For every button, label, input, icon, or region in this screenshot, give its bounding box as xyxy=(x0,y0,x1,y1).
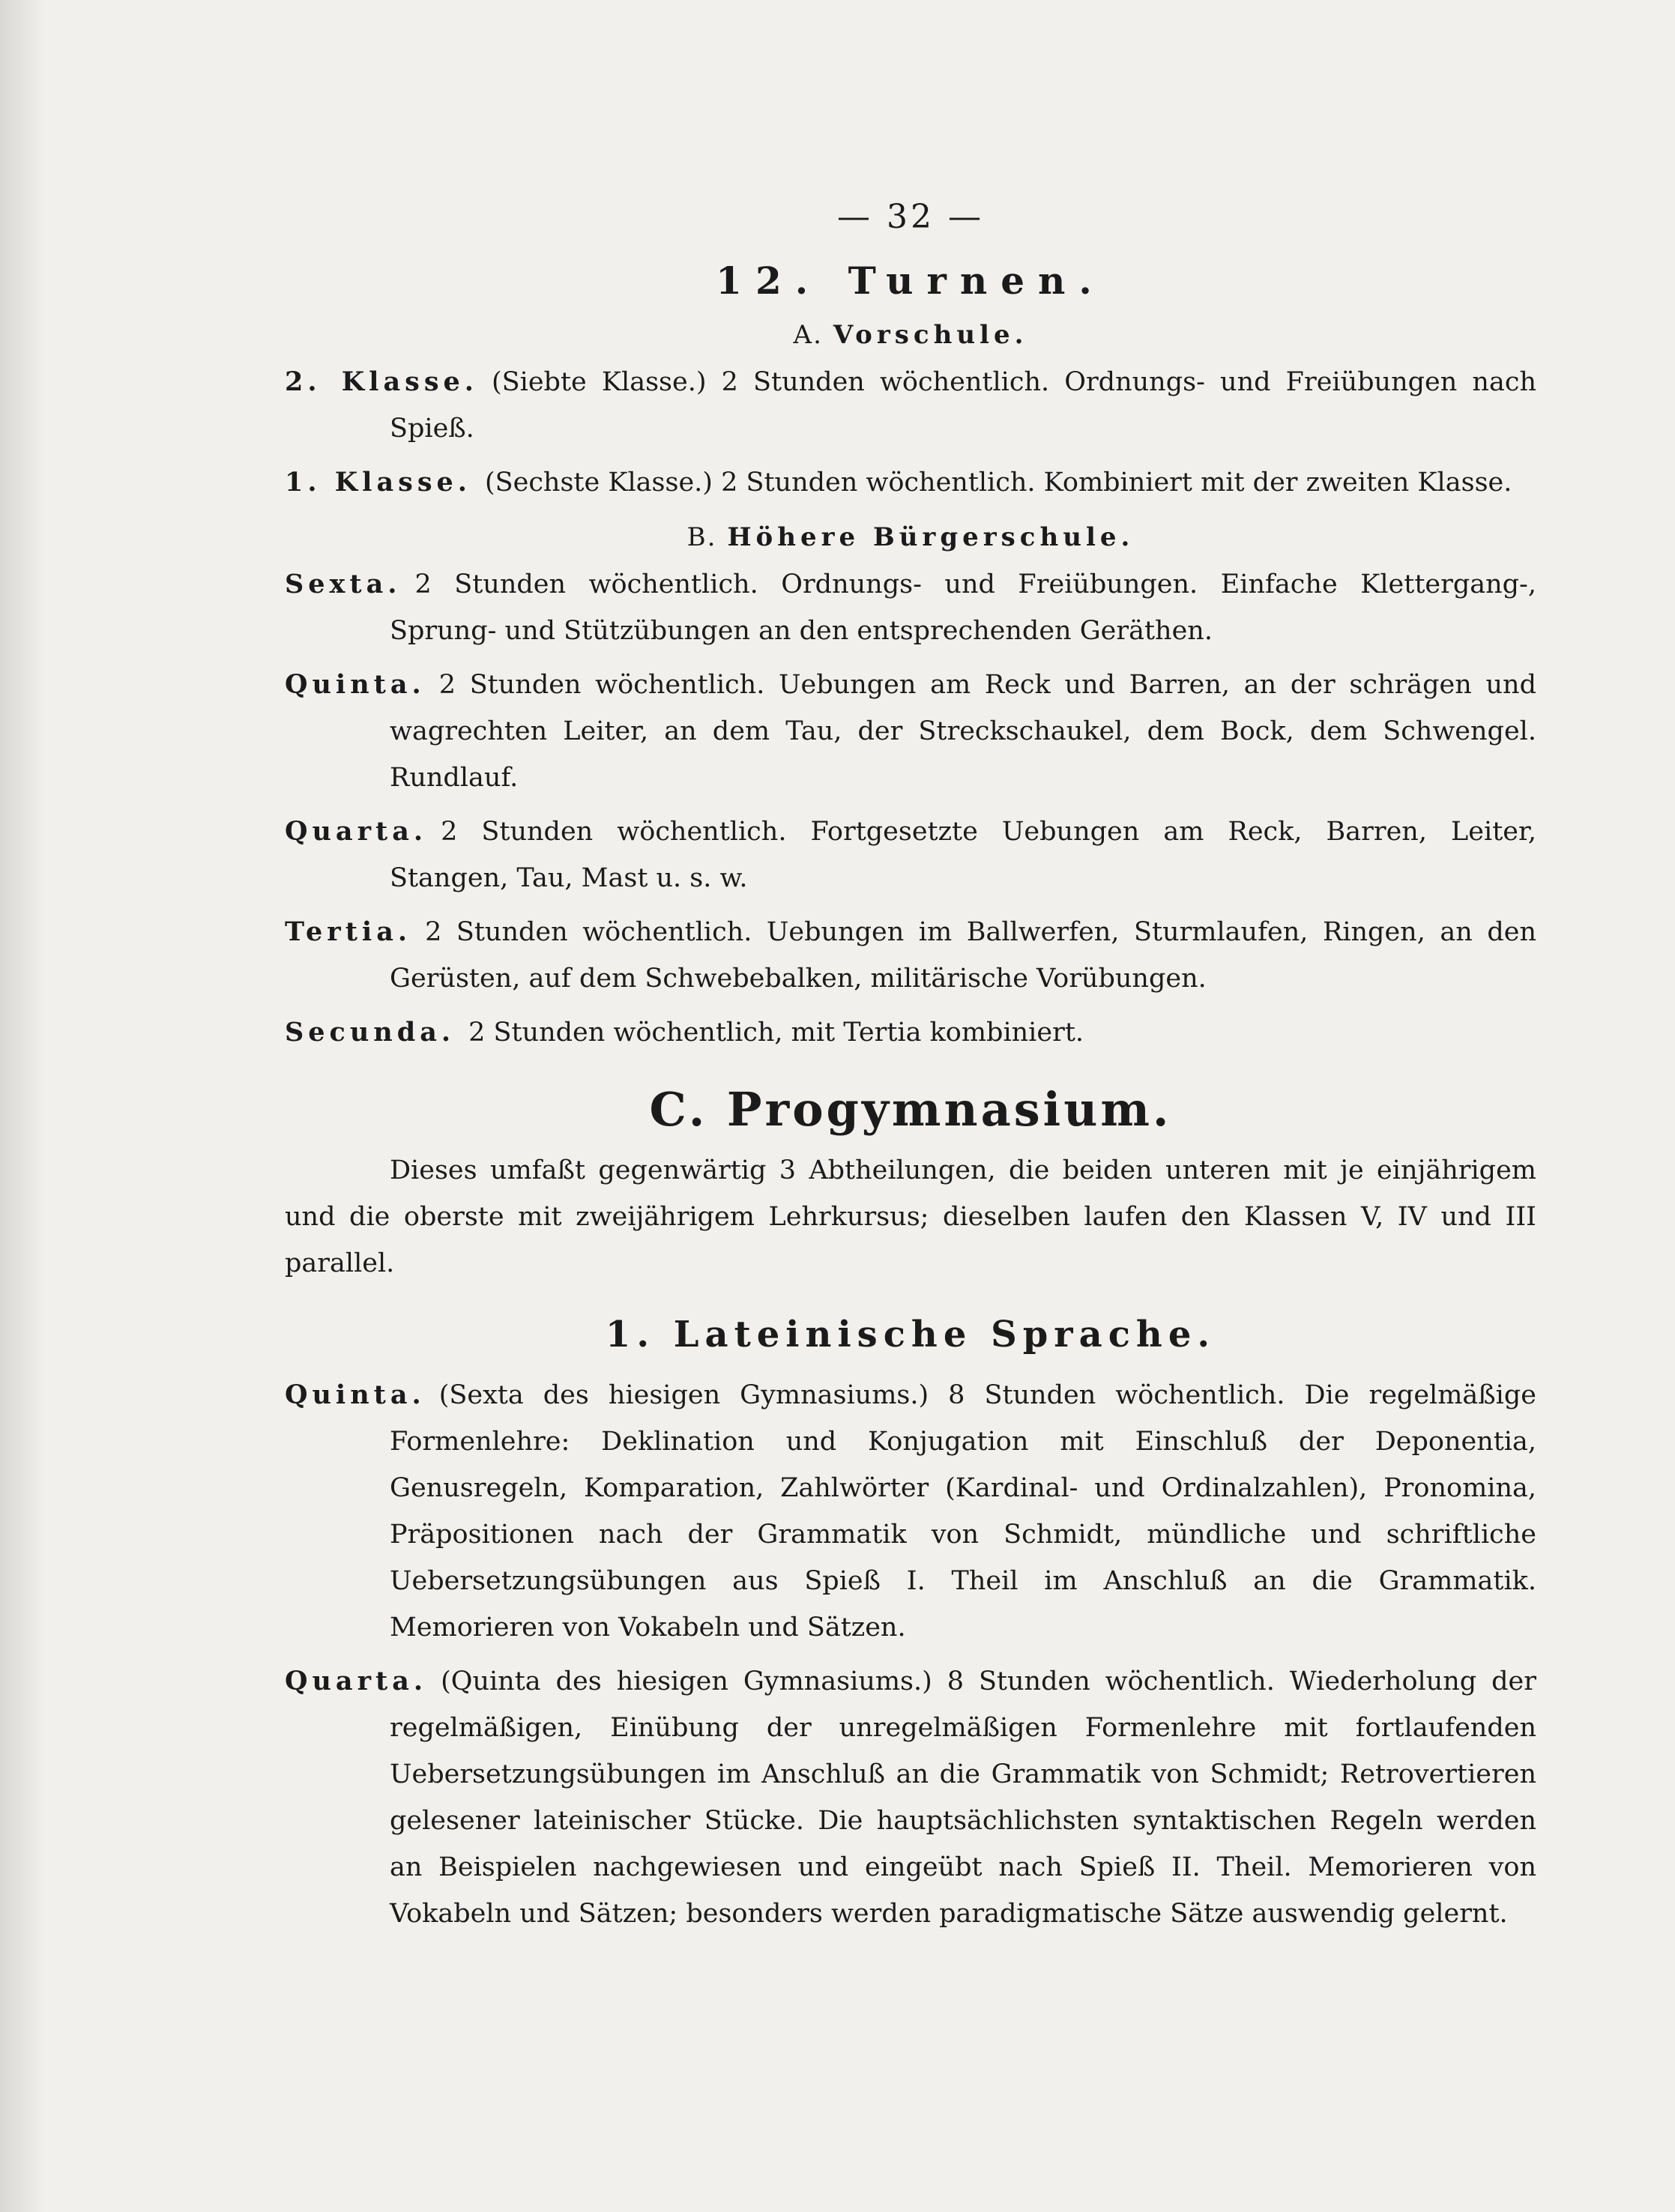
subsection-prefix: B. xyxy=(686,522,717,552)
document-page xyxy=(285,191,1536,2079)
entry-vorschule-2-klasse xyxy=(285,359,1536,452)
entry-label: 1. Klasse. xyxy=(285,467,471,498)
subsection-vorschule xyxy=(285,311,1536,359)
entry-text: 2 Stunden wöchentlich. Ordnungs- und Freiübungen. Einfache Klettergang-, Sprung- und Stützübungen an den entsprechenden Geräthen. xyxy=(390,569,1536,646)
entry-text: 2 Stunden wöchentlich, mit Tertia kombiniert. xyxy=(468,1018,1084,1048)
entry-text: 2 Stunden wöchentlich. Uebungen im Ballwerfen, Sturmlaufen, Ringen, an den Gerüsten, auf dem Schwebebalken, militärische Vorübungen. xyxy=(390,917,1536,994)
entry-vorschule-1-klasse xyxy=(285,459,1536,506)
entry-label: Sexta. xyxy=(285,569,402,599)
entry-label: Secunda. xyxy=(285,1017,456,1048)
entry-label: Quarta. xyxy=(285,1666,428,1696)
page-number: — 32 — xyxy=(837,198,984,236)
entry-label: Quinta. xyxy=(285,669,426,700)
subsection-prefix: A. xyxy=(793,320,823,350)
entry-tertia xyxy=(285,909,1536,1002)
entry-latein-quinta xyxy=(285,1372,1536,1651)
entry-text: 2 Stunden wöchentlich. Uebungen am Reck und Barren, an der schrägen und wagrechten Leiter, an dem Tau, der Streckschaukel, dem Bock, dem Schwengel. Rundlauf. xyxy=(390,670,1536,793)
subsection-heading: Vorschule. xyxy=(833,320,1028,350)
section-title-progymnasium: C. Progymnasium. xyxy=(649,1082,1172,1137)
entry-text: (Siebte Klasse.) 2 Stunden wöchentlich. Ordnungs- und Freiübungen nach Spieß. xyxy=(390,367,1536,444)
subsection-heading: Höhere Bürgerschule. xyxy=(727,522,1135,552)
entry-text: (Sechste Klasse.) 2 Stunden wöchentlich. Kombiniert mit der zweiten Klasse. xyxy=(484,468,1512,498)
section-title-latein: 1. Lateinische Sprache. xyxy=(605,1314,1216,1356)
entry-label: Quinta. xyxy=(285,1380,426,1410)
page-edge-shadow xyxy=(0,0,45,2212)
entry-text: (Quinta des hiesigen Gymnasiums.) 8 Stunden wöchentlich. Wiederholung der regelmäßigen, Einübung der unregelmäßigen Formenlehre mit fortlaufenden Uebersetzungsübungen im Anschluß an die Grammatik von Schmidt; Retrovertieren gelesener lateinischer Stücke. Die hauptsächlichsten syntaktischen Regeln werden an Beispielen nachgewiesen und eingeübt nach Spieß II. Theil. Memorieren von Vokabeln und Sätzen; besonders werden paradigmatische Sätze auswendig gelernt. xyxy=(390,1666,1536,1929)
entry-text: (Sexta des hiesigen Gymnasiums.) 8 Stunden wöchentlich. Die regelmäßige Formenlehre: Deklination und Konjugation mit Einschluß der Deponentia, Genusregeln, Komparation, Zahlwörter (Kardinal- und Ordinalzahlen), Pronomina, Präpositionen nach der Grammatik von Schmidt, mündliche und schriftliche Uebersetzungsübungen aus Spieß I. Theil im Anschluß an die Grammatik. Memorieren von Vokabeln und Sätzen. xyxy=(390,1380,1536,1643)
subsection-buergerschule xyxy=(285,513,1536,561)
entry-quarta xyxy=(285,809,1536,901)
entry-text: 2 Stunden wöchentlich. Fortgesetzte Uebungen am Reck, Barren, Leiter, Stangen, Tau, Mast u. s. w. xyxy=(390,817,1536,893)
entry-label: Quarta. xyxy=(285,816,428,847)
entry-quinta xyxy=(285,662,1536,801)
entry-sexta xyxy=(285,561,1536,654)
entry-label: 2. Klasse. xyxy=(285,366,478,397)
entry-latein-quarta xyxy=(285,1658,1536,1937)
progymnasium-intro: Dieses umfaßt gegenwärtig 3 Abtheilungen, die beiden unteren mit je einjährigem und die oberste mit zweijährigem Lehrkursus; dieselben laufen den Klassen V, IV und III parallel. xyxy=(285,1155,1536,1278)
entry-secunda xyxy=(285,1009,1536,1056)
section-title-turnen: 12. Turnen. xyxy=(716,259,1105,303)
entry-label: Tertia. xyxy=(285,916,412,947)
